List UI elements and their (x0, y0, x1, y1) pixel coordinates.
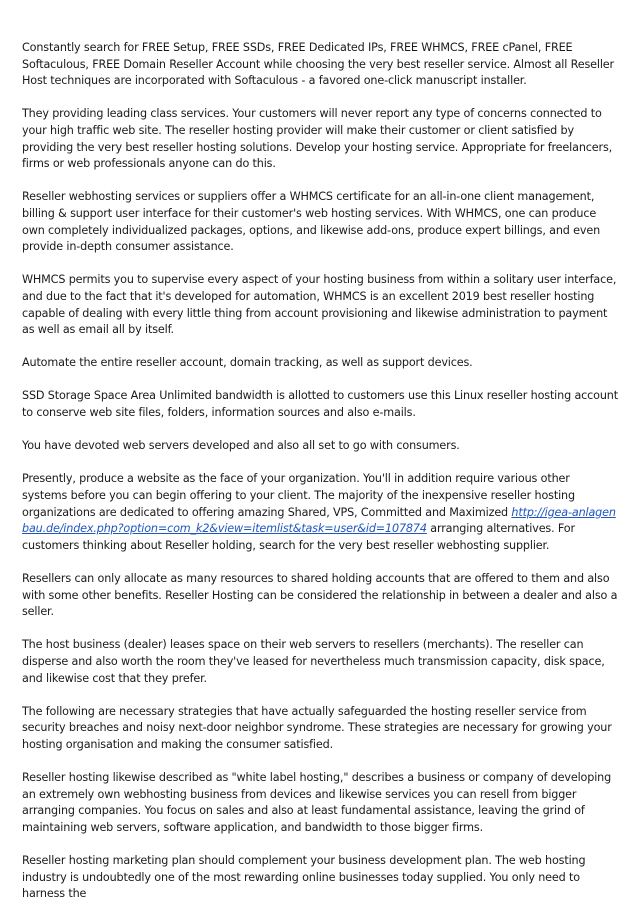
paragraph-11: The following are necessary strategies that have actually safeguarded the hosting reseller service from security breaches and noisy next-door neighbor syndrome. These strategies are necessary for growing your hosting organisation and making the consumer satisfied. (22, 704, 612, 751)
igea-anlagenbau-link[interactable]: http://igea-anlagenbau.de/index.php?option=com_k2&view=itemlist&task=user&id=107874 (22, 505, 616, 536)
paragraph-13: Reseller hosting marketing plan should complement your business development plan. The web hosting industry is undoubtedly one of the most rewarding online businesses today supplied. You only need to harness the (22, 854, 586, 901)
link-paragraph-after: arranging alternatives. For customers thinking about Reseller holding, search for the very best reseller webhosting supplier. (22, 522, 575, 552)
paragraph-with-link (22, 471, 618, 554)
paragraph-4: WHMCS permits you to supervise every aspect of your hosting business from within a solitary user interface, and due to the fact that it's developed for automation, WHMCS is an excellent 2019 best reseller hosting capable of dealing with every little thing from account provisioning and likewise administration to payment as well as email all by itself. (22, 273, 617, 337)
paragraph-10: The host business (dealer) leases space on their web servers to resellers (merchants). The reseller can disperse and also worth the room they've leased for nevertheless much transmission capacity, disk space, and likewise cost that they prefer. (22, 638, 605, 685)
paragraph-7: You have devoted web servers developed and also all set to go with consumers. (22, 439, 460, 453)
paragraph-2: They providing leading class services. Your customers will never report any type of concerns connected to your high traffic web site. The reseller hosting provider will make their customer or client satisfied by providing the very best reseller hosting solutions. Develop your hosting service. Appropriate for freelancers, firms or web professionals anyone can do this. (22, 107, 613, 171)
link-paragraph-before: Presently, produce a website as the face of your organization. You'll in addition require various other systems before you can begin offering to your client. The majority of the inexpensive reseller hosting organizations are dedicated to offering amazing Shared, VPS, Committed and Maximized (22, 472, 575, 519)
paragraph-1: Constantly search for FREE Setup, FREE SSDs, FREE Dedicated IPs, FREE WHMCS, FREE cPanel, FREE Softaculous, FREE Domain Reseller Account while choosing the very best reseller service. Almost all Reseller Host techniques are incorporated with Softaculous - a favored one-click manuscript installer. (22, 41, 614, 88)
document-page (22, 40, 618, 919)
paragraph-3: Reseller webhosting services or suppliers offer a WHMCS certificate for an all-in-one client management, billing & support user interface for their customer's web hosting services. With WHMCS, one can produce own completely individualized packages, options, and likewise add-ons, produce expert billings, and even provide in-depth consumer assistance. (22, 190, 601, 254)
paragraph-6: SSD Storage Space Area Unlimited bandwidth is allotted to customers use this Linux reseller hosting account to conserve web site files, folders, information sources and also e-mails. (22, 389, 618, 420)
paragraph-5: Automate the entire reseller account, domain tracking, as well as support devices. (22, 356, 473, 370)
paragraph-12: Reseller hosting likewise described as "white label hosting," describes a business or company of developing an extremely own webhosting business from devices and likewise services you can resell from bigger arranging companies. You focus on sales and also at least fundamental assistance, leaving the grind of maintaining web servers, software application, and bandwidth to those bigger firms. (22, 771, 612, 834)
paragraph-9: Resellers can only allocate as many resources to shared holding accounts that are offered to them and also with some other benefits. Reseller Hosting can be considered the relationship in between a dealer and also a seller. (22, 572, 618, 619)
